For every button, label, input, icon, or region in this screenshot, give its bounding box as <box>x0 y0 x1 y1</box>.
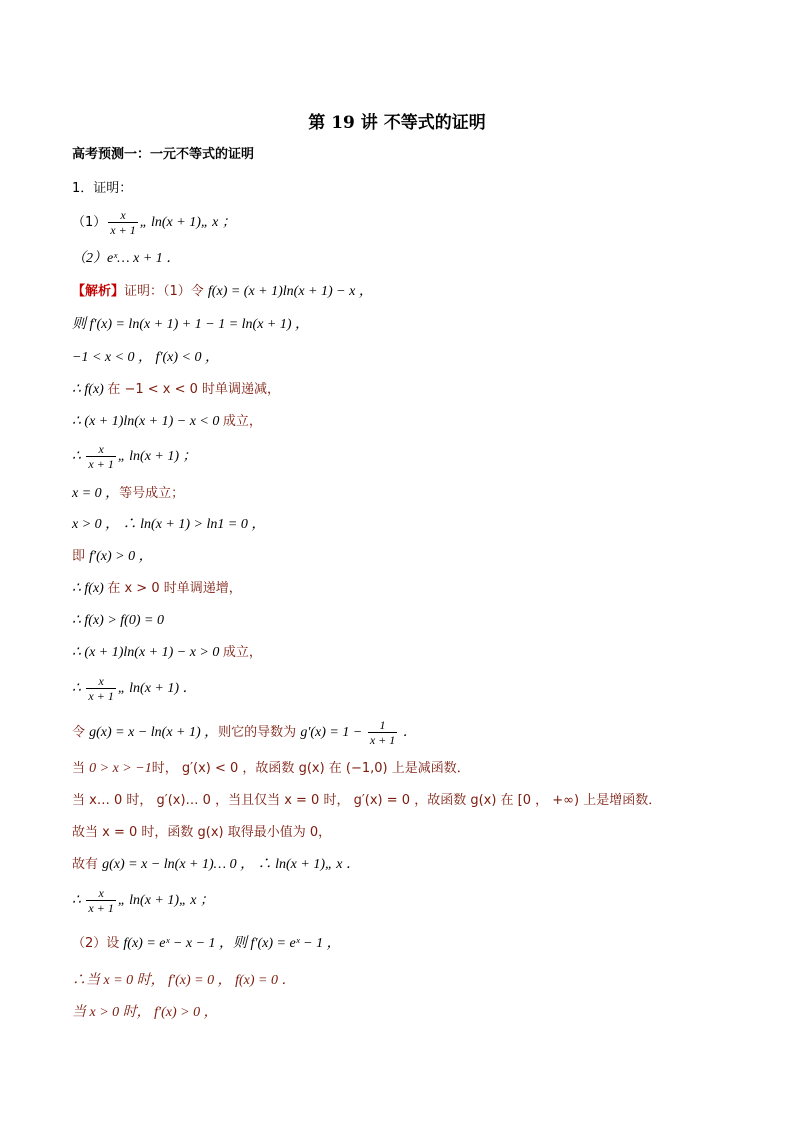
math-fragment: f′(x) > 0 ， <box>89 549 153 564</box>
inequality-rest: „ ln(x + 1)„ x ； <box>117 893 215 908</box>
math-fragment: ∴ f(x) <box>72 581 108 596</box>
problem-part-1 <box>72 208 236 237</box>
fraction-numerator: x <box>86 674 115 689</box>
therefore-symbol: ∴ <box>72 681 85 696</box>
increasing-line <box>72 580 242 598</box>
inequality-line-2 <box>72 644 262 662</box>
text-fragment: 故有 <box>72 857 103 872</box>
g-decreasing-line <box>72 760 470 778</box>
fraction-denominator: x + 1 <box>110 223 136 237</box>
fraction <box>368 718 397 747</box>
fraction-line-2 <box>72 674 197 703</box>
range-line: −1 < x < 0 ， f′(x) < 0 ， <box>72 350 219 365</box>
therefore-symbol: ∴ <box>72 893 85 908</box>
text-fragment: 在 −1 < x < 0 时单调递减， <box>107 382 281 397</box>
therefore-symbol: ∴ <box>72 449 85 464</box>
fraction-denominator: x + 1 <box>88 689 114 703</box>
text-fragment: 令 <box>72 725 90 740</box>
g-conclusion-line <box>72 856 360 874</box>
text-fragment: 成立， <box>222 414 262 429</box>
g-minimum-line: 故当 x = 0 时，函数 g(x) 取得最小值为 0， <box>72 825 332 840</box>
g-definition-line <box>72 718 417 747</box>
text-fragment: 当 <box>72 761 90 776</box>
fraction-denominator: x + 1 <box>369 733 396 747</box>
fraction-line-3 <box>72 886 214 915</box>
problem-part-2 <box>72 250 180 268</box>
page-title: 第 19 讲 不等式的证明 <box>308 113 486 133</box>
part-2-zero-line: ∴当 x = 0 时， f′(x) = 0 ， f(x) = 0 ． <box>72 973 296 988</box>
fraction-denominator: x + 1 <box>88 457 114 471</box>
math-fragment: ∴ f(x) <box>72 382 108 397</box>
inequality-rest: „ ln(x + 1)„ x ； <box>139 215 236 230</box>
fraction-numerator: x <box>86 886 115 901</box>
math-fragment: ∴ (x + 1)ln(x + 1) − x > 0 <box>72 645 223 660</box>
part-1-label: （1） <box>72 215 107 230</box>
text-fragment: 在 x > 0 时单调递增， <box>107 581 242 596</box>
solution-text: 证明：（1）令 <box>124 284 208 299</box>
analysis-tag: 【解析】 <box>72 284 125 299</box>
math-fragment: f(x) = eˣ − x − 1 ，则 f′(x) = eˣ − 1 ， <box>123 936 341 951</box>
text-fragment: 时， g′(x) < 0 ，故函数 g(x) 在 (−1,0) 上是减函数． <box>151 761 470 776</box>
fraction-line-1 <box>72 442 197 471</box>
problem-intro: 1．证明： <box>72 181 133 196</box>
math-fragment: x = 0 ， <box>72 486 120 501</box>
math-fragment: g(x) = x − ln(x + 1)… 0 ， ∴ ln(x + 1)„ x ． <box>102 857 360 872</box>
math-fragment: ． <box>399 725 417 740</box>
part-2-setup-line <box>72 935 341 953</box>
fraction <box>86 674 115 703</box>
fraction <box>86 442 115 471</box>
solution-line-1 <box>72 283 373 301</box>
text-fragment: （2）设 <box>72 936 124 951</box>
derivative-line: 则 f′(x) = ln(x + 1) + 1 − 1 = ln(x + 1) ， <box>72 317 310 332</box>
decreasing-line <box>72 381 280 399</box>
math-fragment: g′(x) = 1 − <box>300 725 366 740</box>
fraction-numerator: x <box>108 208 137 223</box>
g-increasing-line: 当 x… 0 时， g′(x)… 0 ，当且仅当 x = 0 时， g′(x) = 0 ，故函数 g(x) 在 [0 ， +∞) 上是增函数． <box>72 793 662 808</box>
part-2-positive-line: 当 x > 0 时， f′(x) > 0 ， <box>72 1005 218 1020</box>
text-fragment: 则它的导数为 <box>218 725 301 740</box>
derivative-positive-line <box>72 548 153 566</box>
solution-math: f(x) = (x + 1)ln(x + 1) − x ， <box>207 284 373 299</box>
inequality-rest: „ ln(x + 1) ． <box>117 681 197 696</box>
fraction-numerator: x <box>86 442 115 457</box>
fraction <box>86 886 115 915</box>
text-fragment: 即 <box>72 549 90 564</box>
fraction-denominator: x + 1 <box>88 901 114 915</box>
equality-line <box>72 485 184 503</box>
inequality-rest: „ ln(x + 1) ； <box>117 449 197 464</box>
fraction <box>108 208 137 237</box>
math-fragment: 0 > x > −1 <box>89 761 152 776</box>
positive-line: x > 0 ， ∴ ln(x + 1) > ln1 = 0 ， <box>72 517 266 532</box>
part-2-statement: （2）eˣ… x + 1 ． <box>72 251 181 266</box>
section-heading: 高考预测一：一元不等式的证明 <box>72 147 255 162</box>
math-fragment: ∴ (x + 1)ln(x + 1) − x < 0 <box>72 414 223 429</box>
text-fragment: 等号成立； <box>119 486 185 501</box>
text-fragment: 成立， <box>222 645 262 660</box>
math-fragment: g(x) = x − ln(x + 1) ， <box>89 725 219 740</box>
f0-line: ∴ f(x) > f(0) = 0 <box>72 613 164 628</box>
fraction-numerator: 1 <box>368 718 397 733</box>
inequality-line-1 <box>72 413 262 431</box>
